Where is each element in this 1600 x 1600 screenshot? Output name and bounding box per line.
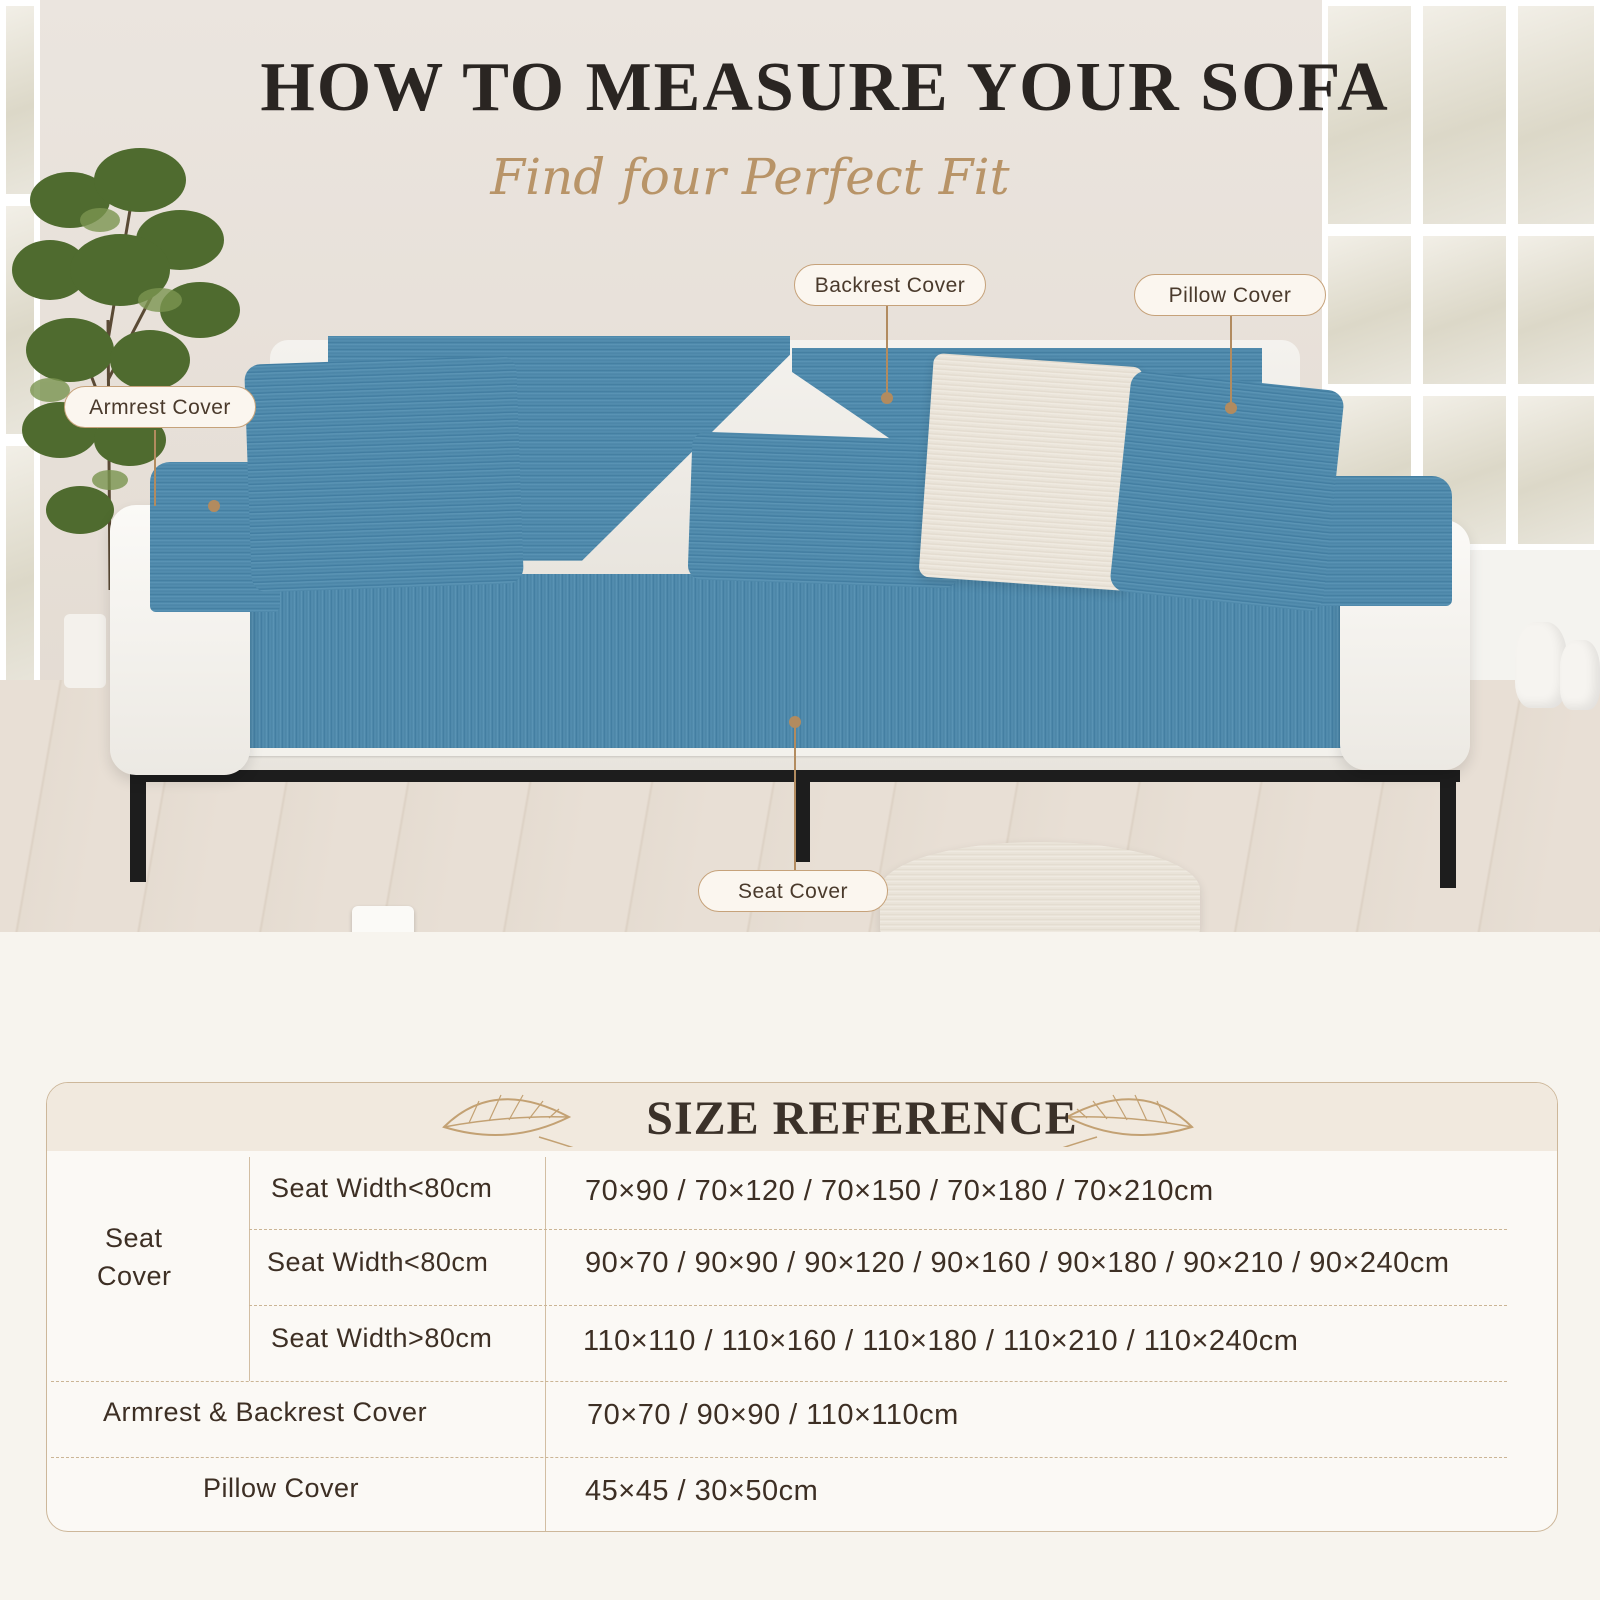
armrest-leader: [154, 430, 156, 506]
pillow-left: [244, 355, 524, 592]
row-label: Seat Width<80cm: [267, 1247, 489, 1277]
pillow-cover-sizes: 45×45 / 30×50cm: [585, 1475, 819, 1507]
floor-cushion: [880, 842, 1200, 932]
row-sizes: 110×110 / 110×160 / 110×180 / 110×210 / 110×240cm: [583, 1325, 1299, 1357]
armrest-backrest-sizes: 70×70 / 90×90 / 110×110cm: [587, 1399, 959, 1431]
seat-cover-label: Seat: [105, 1223, 163, 1253]
pillow-cream: [918, 353, 1143, 591]
row-label: Seat Width>80cm: [271, 1323, 493, 1353]
page-subtitle: Find four Perfect Fit: [490, 148, 1010, 206]
divider: [249, 1305, 1507, 1306]
pillow-leader: [1230, 316, 1232, 406]
size-reference-table: [46, 1082, 1558, 1532]
pillow-cover-label: Pillow Cover: [203, 1473, 360, 1503]
callout-backrest: Backrest Cover: [794, 264, 986, 306]
divider: [249, 1229, 1507, 1230]
armrest-backrest-label: Armrest & Backrest Cover: [103, 1397, 428, 1427]
row-label: Seat Width<80cm: [271, 1173, 493, 1203]
backrest-leader: [886, 306, 888, 396]
backrest-dot: [881, 392, 893, 404]
callout-armrest: Armrest Cover: [64, 386, 256, 428]
sofa-leg: [1440, 770, 1456, 888]
seat-dot: [789, 716, 801, 728]
pillow-dot: [1225, 402, 1237, 414]
coffee-cup: [352, 906, 414, 932]
sofa-leg: [130, 770, 146, 882]
seat-leader: [794, 722, 796, 870]
seat-cover-label: Cover: [97, 1261, 172, 1291]
callout-pillow: Pillow Cover: [1134, 274, 1326, 316]
divider: [545, 1157, 546, 1531]
divider: [51, 1381, 1507, 1382]
callout-seat: Seat Cover: [698, 870, 888, 912]
armrest-dot: [208, 500, 220, 512]
row-sizes: 70×90 / 70×120 / 70×150 / 70×180 / 70×210cm: [585, 1175, 1214, 1207]
sofa-leg: [796, 770, 810, 862]
row-sizes: 90×70 / 90×90 / 90×120 / 90×160 / 90×180 / 90×210 / 90×240cm: [585, 1247, 1450, 1279]
divider: [51, 1457, 1507, 1458]
divider: [249, 1157, 250, 1381]
size-reference-title: SIZE REFERENCE: [646, 1092, 1078, 1145]
page-title: HOW TO MEASURE YOUR SOFA: [260, 49, 1390, 126]
seat-cover-piping: [240, 748, 1358, 756]
